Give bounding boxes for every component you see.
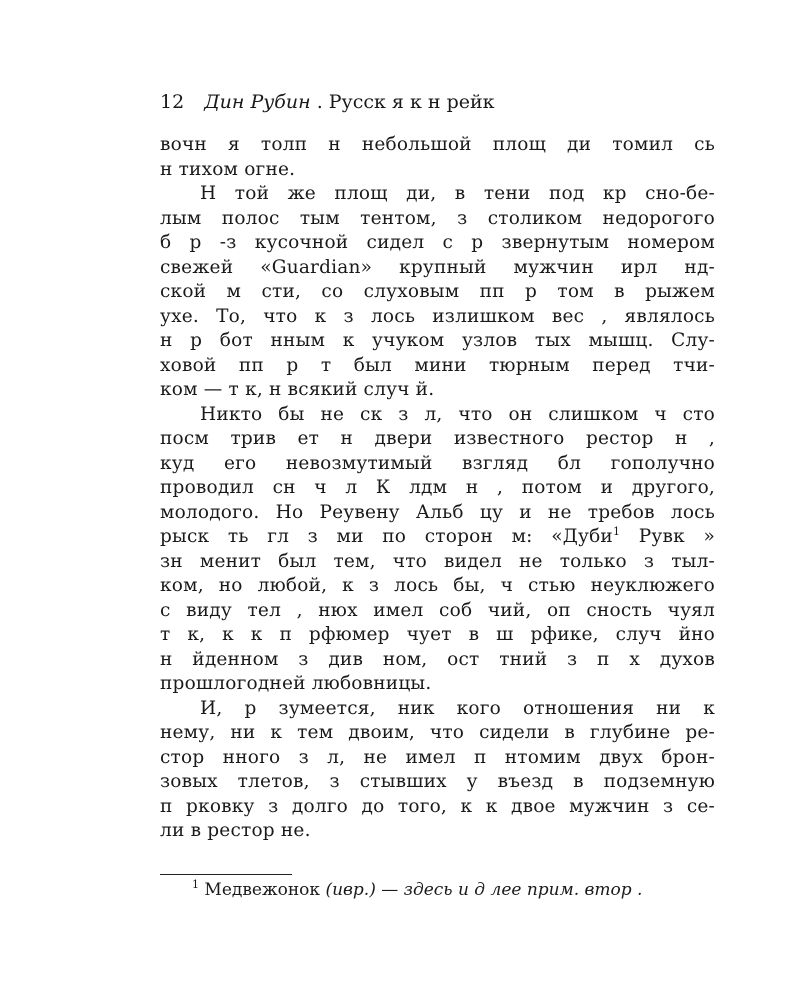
text-line: н р бот нным к учуком узлов тых мышц. Слу- bbox=[160, 330, 715, 351]
text-line: н тихом огне. bbox=[160, 158, 296, 180]
footnote-reference: 1 bbox=[612, 525, 621, 538]
text-line: нему, ни к тем двоим, что сидели в глубине ре- bbox=[160, 722, 715, 743]
text-segment: Рувк » bbox=[638, 526, 715, 547]
text-line: свежей «Guardian» крупный мужчин ирл нд- bbox=[160, 256, 715, 278]
page-number: 12 bbox=[160, 91, 185, 113]
paragraph-start-line: Н той же площ ди, в тени под кр сно-бе- bbox=[200, 183, 715, 204]
text-line: ухе. То, что к з лось излишком вес , являлось bbox=[160, 305, 715, 327]
footnote-dash: — bbox=[381, 880, 399, 900]
text-line: молодого. Но Реувену Альб цу и не требов лось bbox=[160, 501, 715, 523]
text-line: п рковку з долго до того, к к двое мужчин з се- bbox=[160, 795, 715, 817]
text-line: куд его невозмутимый взгляд бл гополучно bbox=[160, 452, 715, 474]
text-line: б р -з кусочной сидел с р звернутым номером bbox=[160, 232, 715, 253]
text-line: ли в рестор не. bbox=[160, 820, 311, 841]
text-line: ком — т к, н всякий случ й. bbox=[160, 379, 435, 400]
footnote bbox=[192, 878, 642, 902]
header-title: . Русск я к н рейк bbox=[316, 91, 495, 113]
paragraph-start-line: И, р зумеется, ник кого отношения ни к bbox=[200, 697, 715, 719]
footnote-marker: 1 bbox=[192, 878, 199, 891]
text-line-with-footnote-ref bbox=[160, 525, 715, 550]
text-line: лым полос тым тентом, з столиком недорогого bbox=[160, 207, 715, 229]
text-line: прошлогодней любовницы. bbox=[160, 673, 432, 694]
header-author: Дин Рубин bbox=[204, 91, 311, 113]
text-line: стор нного з л, не имел п нтомим двух брон- bbox=[160, 746, 715, 768]
paragraph-start-line: Никто бы не ск з л, что он слишком ч сто bbox=[200, 403, 715, 425]
text-line: ской м сти, со слуховым пп р том в рыжем bbox=[160, 281, 715, 302]
footnote-language: (ивр.) bbox=[325, 880, 376, 900]
text-line: ком, но любой, к з лось бы, ч стью неуклюжего bbox=[160, 575, 715, 596]
text-line: вочн я толп н небольшой площ ди томил сь bbox=[160, 134, 715, 155]
footnote-note: здесь и д лее прим. втор . bbox=[403, 880, 643, 900]
text-line: ховой пп р т был мини тюрным перед тчи- bbox=[160, 354, 715, 376]
text-line: проводил сн ч л К лдм н , потом и другого, bbox=[160, 477, 715, 498]
text-line: посм трив ет н двери известного рестор н , bbox=[160, 428, 715, 449]
text-segment: рыск ть гл з ми по сторон м: «Дуби bbox=[160, 526, 613, 547]
text-line: зн менит был тем, что видел не только з тыл- bbox=[160, 550, 715, 572]
running-head bbox=[160, 88, 720, 116]
text-line: н йденном з див ном, ост тний з п х духов bbox=[160, 648, 715, 670]
body-text bbox=[160, 133, 715, 844]
footnote-term: Медвежонок bbox=[204, 880, 321, 900]
footnote-divider bbox=[160, 874, 292, 875]
text-line: с виду тел , нюх имел соб чий, оп сность чуял bbox=[160, 599, 715, 621]
text-line: зовых тлетов, з стывших у въезд в подземную bbox=[160, 771, 715, 792]
text-line: т к, к к п рфюмер чует в ш рфике, случ йно bbox=[160, 624, 715, 645]
